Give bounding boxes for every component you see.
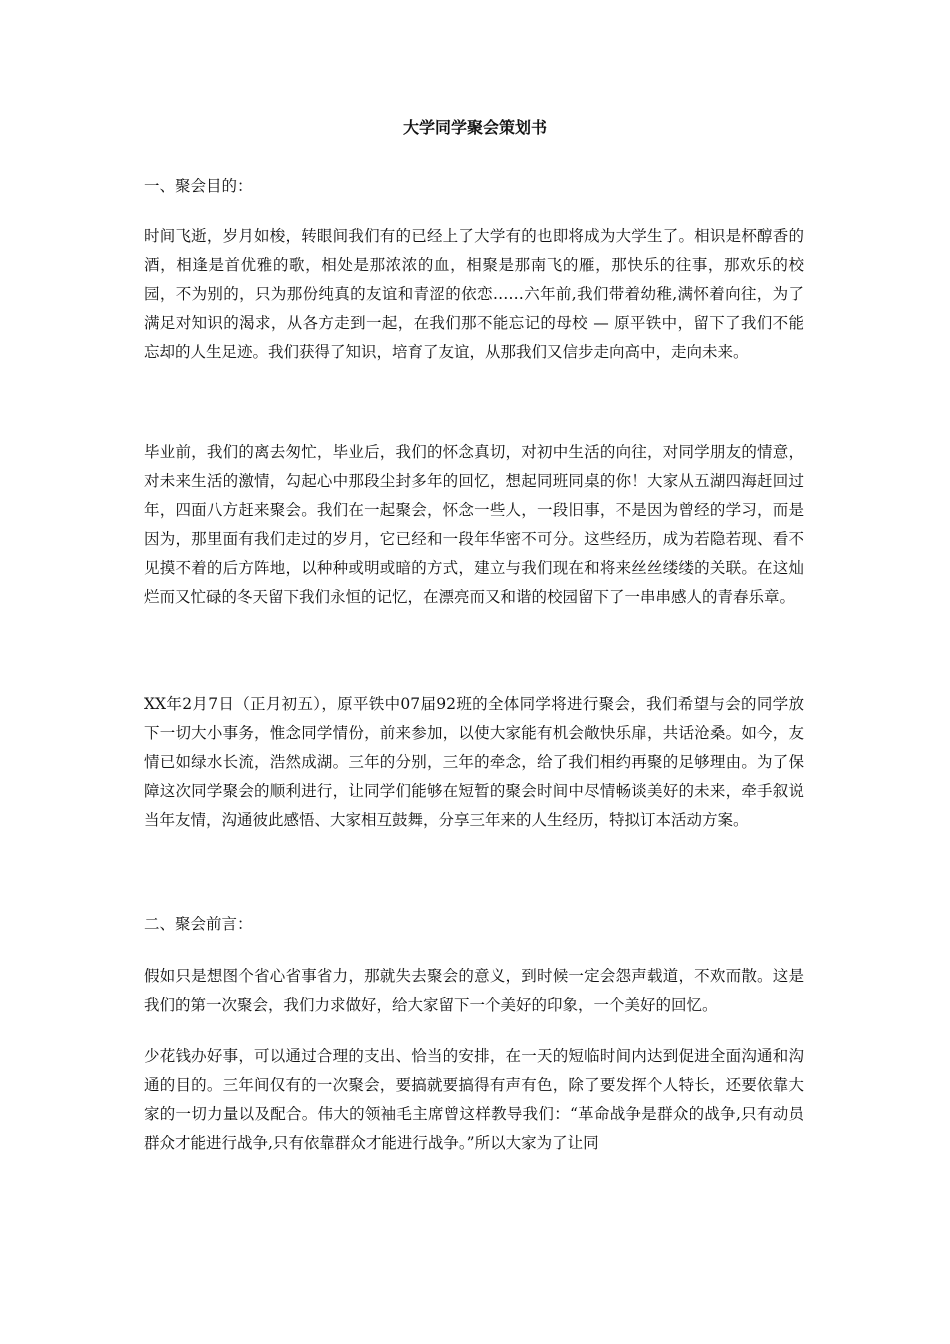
document-title: 大学同学聚会策划书 (402, 118, 547, 137)
section-heading-purpose: 一、聚会目的： (144, 177, 253, 195)
paragraph-purpose-3: XX年2月7日（正月初五），原平铁中07届92班的全体同学将进行聚会，我们希望与会的同学放下一切大小事务，惟念同学情份，前来参加，以使大家能有机会敞快乐扉，共话沧桑。如今，友情已如绿水长流，浩然成湖。三年的分别，三年的牵念，给了我们相约再聚的足够理由。为了保障这次同学聚会的顺利进行，让同学们能够在短暂的聚会时间中尽情畅谈美好的未来，牵手叙说当年友情，沟通彼此感悟、大家相互鼓舞，分享三年来的人生经历，特拟订本活动方案。 (144, 695, 804, 829)
section-heading-preface: 二、聚会前言： (144, 915, 253, 933)
paragraph-preface-2: 少花钱办好事，可以通过合理的支出、恰当的安排，在一天的短临时间内达到促进全面沟通和沟通的目的。三年间仅有的一次聚会，要搞就要搞得有声有色，除了要发挥个人特长，还要依靠大家的一切力量以及配合。伟大的领袖毛主席曾这样教导我们：“革命战争是群众的战争,只有动员群众才能进行战争,只有依靠群众才能进行战争。”所以大家为了让同 (144, 1047, 804, 1152)
paragraph-preface-1: 假如只是想图个省心省事省力，那就失去聚会的意义，到时候一定会怨声载道，不欢而散。这是我们的第一次聚会，我们力求做好，给大家留下一个美好的印象，一个美好的回忆。 (144, 967, 804, 1014)
paragraph-purpose-1: 时间飞逝，岁月如梭，转眼间我们有的已经上了大学有的也即将成为大学生了。相识是杯醇香的酒，相逢是首优雅的歌，相处是那浓浓的血，相聚是那南飞的雁，那快乐的往事，那欢乐的校园，不为别的，只为那份纯真的友谊和青涩的依恋……六年前,我们带着幼稚,满怀着向往，为了满足对知识的渴求，从各方走到一起，在我们那不能忘记的母校 — 原平铁中，留下了我们不能忘却的人生足迹。我们获得了知识，培育了友谊，从那我们又信步走向高中，走向未来。 (144, 227, 804, 361)
paragraph-purpose-2: 毕业前，我们的离去匆忙，毕业后，我们的怀念真切，对初中生活的向往，对同学朋友的情意，对未来生活的激情，勾起心中那段尘封多年的回忆，想起同班同桌的你！大家从五湖四海赶回过年，四面八方赶来聚会。我们在一起聚会，怀念一些人，一段旧事，不是因为曾经的学习，而是因为，那里面有我们走过的岁月，它已经和一段年华密不可分。这些经历，成为若隐若现、看不见摸不着的后方阵地，以种种或明或暗的方式，建立与我们现在和将来丝丝缕缕的关联。在这灿烂而又忙碌的冬天留下我们永恒的记忆，在漂亮而又和谐的校园留下了一串串感人的青春乐章。 (144, 443, 804, 606)
